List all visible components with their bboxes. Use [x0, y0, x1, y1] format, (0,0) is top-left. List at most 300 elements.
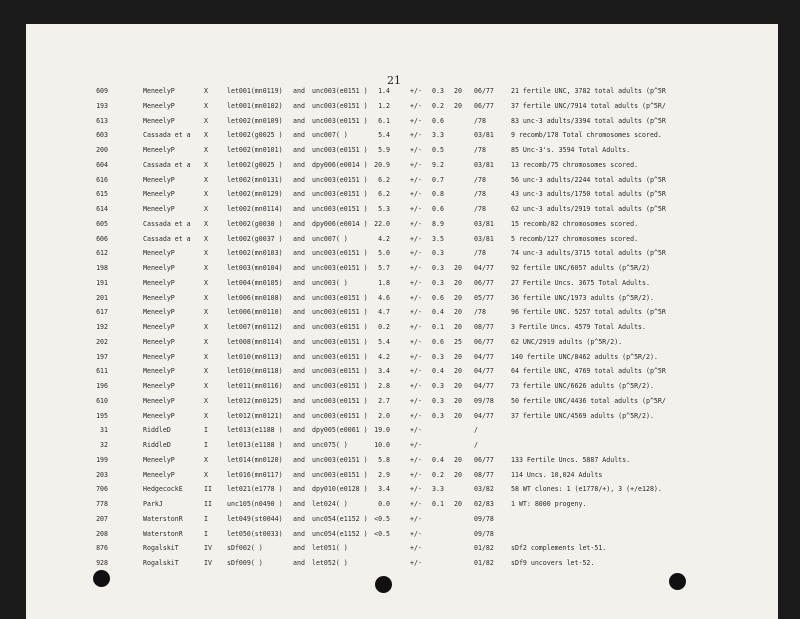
cell-author: RiddleD: [143, 441, 171, 449]
cell-author: MeneelyP: [143, 175, 175, 184]
cell-author: MeneelyP: [143, 190, 175, 199]
cell-dist: <0.5: [374, 529, 390, 538]
cell-allele1: let003(mn0104): [227, 264, 283, 272]
cell-pm: +/-: [410, 308, 422, 317]
cell-err: 0.3: [432, 382, 444, 390]
cell-allele1: let006(mn0110): [227, 308, 283, 317]
cell-author: MeneelyP: [143, 470, 175, 479]
cell-dist: 5.4: [378, 337, 390, 346]
cell-chrom: X: [204, 131, 208, 140]
cell-err: 0.8: [432, 190, 444, 199]
cell-dist: 4.7: [378, 308, 390, 317]
cell-date: 04/77: [474, 367, 494, 376]
cell-author: MeneelyP: [143, 352, 175, 361]
cell-note: sDf2 complements let-51.: [511, 544, 607, 553]
cell-pm: +/-: [410, 160, 422, 169]
cell-date: /78: [474, 308, 486, 317]
cell-allele2: unc003(e0151 ): [312, 205, 368, 213]
cell-chrom: X: [204, 455, 208, 464]
cell-allele1: let010(mn0118): [227, 367, 283, 376]
cell-author: MeneelyP: [143, 382, 175, 390]
cell-date: /78: [474, 205, 486, 213]
cell-note: 15 recomb/82 chromosomes scored.: [511, 219, 639, 228]
cell-err: 0.6: [432, 205, 444, 213]
cell-chrom: II: [204, 485, 212, 494]
cell-note: 3 Fertile Uncs. 4579 Total Adults.: [511, 323, 646, 331]
cell-id: 197: [96, 352, 108, 361]
cell-allele2: unc003(e0151 ): [312, 455, 368, 464]
cell-pm: +/-: [410, 131, 422, 140]
cell-note: 36 fertile UNC/1973 adults (p^5R/2).: [511, 293, 654, 302]
cell-allele2: unc003(e0151 ): [312, 396, 368, 405]
cell-allele1: let004(mn0105): [227, 278, 283, 287]
cell-conj: and: [293, 441, 305, 449]
cell-note: 140 fertile UNC/8462 adults (p^5R/2).: [511, 352, 658, 361]
cell-date: 06/77: [474, 278, 494, 287]
cell-note: 1 WT: 8000 progeny.: [511, 500, 587, 508]
cell-pm: +/-: [410, 293, 422, 302]
cell-allele2: unc003(e0151 ): [312, 470, 368, 479]
cell-date: 03/81: [474, 131, 494, 140]
cell-chrom: X: [204, 278, 208, 287]
cell-conj: and: [293, 87, 305, 95]
cell-allele1: let013(e1188 ): [227, 426, 283, 435]
cell-pm: +/-: [410, 411, 422, 420]
cell-author: MeneelyP: [143, 323, 175, 331]
cell-dist: 4.6: [378, 293, 390, 302]
cell-note: 43 unc-3 adults/1750 total adults (p^5R: [511, 190, 666, 199]
cell-author: MeneelyP: [143, 87, 175, 95]
cell-allele2: unc007( ): [312, 234, 348, 243]
cell-dist: 6.2: [378, 175, 390, 184]
cell-conj: and: [293, 485, 305, 494]
cell-allele1: let012(mn0125): [227, 396, 283, 405]
cell-dist: 20.9: [374, 160, 390, 169]
cell-dist: 5.4: [378, 131, 390, 140]
cell-chrom: X: [204, 160, 208, 169]
cell-conj: and: [293, 470, 305, 479]
cell-conj: and: [293, 367, 305, 376]
cell-allele2: unc003(e0151 ): [312, 337, 368, 346]
cell-err: 9.2: [432, 160, 444, 169]
cell-allele1: sDf009( ): [227, 559, 263, 567]
cell-chrom: X: [204, 308, 208, 317]
cell-date: 09/78: [474, 514, 494, 523]
cell-date: /78: [474, 146, 486, 154]
cell-conj: and: [293, 116, 305, 125]
cell-id: 706: [96, 485, 108, 494]
cell-allele2: unc003(e0151 ): [312, 190, 368, 199]
cell-conj: and: [293, 382, 305, 390]
cell-dist: 1.2: [378, 101, 390, 110]
cell-conj: and: [293, 264, 305, 272]
cell-date: 03/81: [474, 234, 494, 243]
cell-note: 64 fertile UNC, 4769 total adults (p^5R: [511, 367, 666, 376]
cell-id: 610: [96, 396, 108, 405]
cell-id: 615: [96, 190, 108, 199]
cell-author: Cassada et a: [143, 131, 191, 140]
cell-err: 0.3: [432, 87, 444, 95]
cell-id: 603: [96, 131, 108, 140]
cell-err: 3.3: [432, 485, 444, 494]
cell-author: MeneelyP: [143, 455, 175, 464]
cell-conj: and: [293, 131, 305, 140]
cell-author: MeneelyP: [143, 205, 175, 213]
cell-allele2: dpy005(e0061 ): [312, 426, 368, 435]
cell-note: 83 unc-3 adults/3394 total adults (p^5R: [511, 116, 666, 125]
cell-id: 876: [96, 544, 108, 553]
cell-dist: 22.0: [374, 219, 390, 228]
binder-hole-middle: [375, 576, 392, 593]
cell-n: 20: [454, 367, 462, 376]
cell-allele1: let010(mn0113): [227, 352, 283, 361]
cell-note: 62 UNC/2919 adults (p^5R/2).: [511, 337, 623, 346]
cell-allele1: let008(mn0114): [227, 337, 283, 346]
cell-err: 0.4: [432, 308, 444, 317]
cell-date: 06/77: [474, 337, 494, 346]
cell-note: 133 Fertile Uncs. 5887 Adults.: [511, 455, 631, 464]
cell-conj: and: [293, 146, 305, 154]
cell-err: 0.3: [432, 352, 444, 361]
cell-conj: and: [293, 559, 305, 567]
cell-author: RogalskiT: [143, 544, 179, 553]
cell-dist: 2.7: [378, 396, 390, 405]
cell-dist: 4.2: [378, 352, 390, 361]
cell-dist: 5.0: [378, 249, 390, 258]
cell-dist: <0.5: [374, 514, 390, 523]
cell-n: 20: [454, 411, 462, 420]
cell-pm: +/-: [410, 559, 422, 567]
cell-n: 20: [454, 101, 462, 110]
cell-dist: 4.2: [378, 234, 390, 243]
cell-chrom: X: [204, 249, 208, 258]
cell-date: /78: [474, 190, 486, 199]
cell-pm: +/-: [410, 485, 422, 494]
cell-dist: 2.0: [378, 411, 390, 420]
cell-n: 20: [454, 308, 462, 317]
cell-id: 605: [96, 219, 108, 228]
cell-id: 611: [96, 367, 108, 376]
cell-pm: +/-: [410, 382, 422, 390]
binder-hole-right: [669, 573, 686, 590]
cell-allele2: let052( ): [312, 559, 348, 567]
cell-note: 92 fertile UNC/6057 adults (p^5R/2): [511, 264, 650, 272]
cell-pm: +/-: [410, 264, 422, 272]
cell-allele2: dpy010(e0128 ): [312, 485, 368, 494]
cell-err: 0.3: [432, 411, 444, 420]
cell-author: Cassada et a: [143, 160, 191, 169]
cell-id: 196: [96, 382, 108, 390]
cell-author: MeneelyP: [143, 264, 175, 272]
cell-allele2: unc075( ): [312, 441, 348, 449]
cell-n: 20: [454, 455, 462, 464]
cell-id: 208: [96, 529, 108, 538]
document-page: [26, 24, 778, 619]
cell-chrom: X: [204, 205, 208, 213]
cell-id: 616: [96, 175, 108, 184]
cell-allele1: let002(mn0109): [227, 116, 283, 125]
cell-date: 03/82: [474, 485, 494, 494]
cell-author: MeneelyP: [143, 396, 175, 405]
cell-chrom: I: [204, 426, 208, 435]
cell-id: 32: [100, 441, 108, 449]
cell-allele1: let050(st0033): [227, 529, 283, 538]
cell-pm: +/-: [410, 441, 422, 449]
cell-pm: +/-: [410, 219, 422, 228]
cell-date: /: [474, 426, 478, 435]
cell-chrom: IV: [204, 559, 212, 567]
cell-note: sDf9 uncovers let-52.: [511, 559, 595, 567]
cell-allele2: dpy006(e0014 ): [312, 219, 368, 228]
cell-id: 612: [96, 249, 108, 258]
cell-allele2: let024( ): [312, 500, 348, 508]
cell-conj: and: [293, 190, 305, 199]
cell-conj: and: [293, 514, 305, 523]
cell-chrom: X: [204, 396, 208, 405]
cell-author: ParkJ: [143, 500, 163, 508]
cell-chrom: X: [204, 293, 208, 302]
cell-allele2: unc003(e0151 ): [312, 249, 368, 258]
cell-err: 0.5: [432, 146, 444, 154]
cell-err: 0.3: [432, 278, 444, 287]
cell-pm: +/-: [410, 544, 422, 553]
cell-allele1: let021(e1778 ): [227, 485, 283, 494]
cell-n: 20: [454, 396, 462, 405]
cell-chrom: X: [204, 234, 208, 243]
cell-id: 928: [96, 559, 108, 567]
cell-note: 50 fertile UNC/4436 total adults (p^5R/: [511, 396, 666, 405]
cell-allele2: unc003(e0151 ): [312, 323, 368, 331]
cell-n: 20: [454, 278, 462, 287]
cell-id: 191: [96, 278, 108, 287]
cell-err: 0.6: [432, 293, 444, 302]
cell-allele1: let006(mn0108): [227, 293, 283, 302]
cell-chrom: X: [204, 87, 208, 95]
cell-n: 20: [454, 470, 462, 479]
cell-conj: and: [293, 234, 305, 243]
cell-err: 0.1: [432, 323, 444, 331]
cell-pm: +/-: [410, 514, 422, 523]
cell-pm: +/-: [410, 529, 422, 538]
cell-allele2: unc003(e0151 ): [312, 146, 368, 154]
cell-note: 9 recomb/178 Total chromosomes scored.: [511, 131, 662, 140]
cell-conj: and: [293, 396, 305, 405]
cell-dist: 5.3: [378, 205, 390, 213]
cell-dist: 3.4: [378, 367, 390, 376]
cell-pm: +/-: [410, 175, 422, 184]
cell-date: 06/77: [474, 87, 494, 95]
cell-conj: and: [293, 411, 305, 420]
cell-allele1: let002(mn0129): [227, 190, 283, 199]
cell-allele2: unc054(e1152 ): [312, 529, 368, 538]
cell-author: MeneelyP: [143, 249, 175, 258]
cell-pm: +/-: [410, 323, 422, 331]
cell-note: 37 fertile UNC/7914 total adults (p^5R/: [511, 101, 666, 110]
cell-note: 37 fertile UNC/4569 adults (p^5R/2).: [511, 411, 654, 420]
cell-id: 203: [96, 470, 108, 479]
cell-id: 195: [96, 411, 108, 420]
cell-allele2: unc003(e0151 ): [312, 367, 368, 376]
cell-author: Cassada et a: [143, 234, 191, 243]
cell-allele2: unc003(e0151 ): [312, 101, 368, 110]
cell-allele1: let011(mn0116): [227, 382, 283, 390]
cell-allele2: unc003(e0151 ): [312, 411, 368, 420]
cell-date: /78: [474, 116, 486, 125]
cell-conj: and: [293, 308, 305, 317]
cell-dist: 0.0: [378, 500, 390, 508]
cell-pm: +/-: [410, 367, 422, 376]
cell-dist: 1.8: [378, 278, 390, 287]
cell-pm: +/-: [410, 337, 422, 346]
cell-author: WaterstonR: [143, 529, 183, 538]
cell-note: 21 fertile UNC, 3782 total adults (p^5R: [511, 87, 666, 95]
cell-pm: +/-: [410, 278, 422, 287]
cell-allele2: unc003(e0151 ): [312, 264, 368, 272]
cell-id: 609: [96, 87, 108, 95]
cell-err: 3.3: [432, 131, 444, 140]
cell-author: MeneelyP: [143, 101, 175, 110]
cell-author: Cassada et a: [143, 219, 191, 228]
cell-id: 198: [96, 264, 108, 272]
cell-date: /: [474, 441, 478, 449]
cell-conj: and: [293, 352, 305, 361]
cell-date: 09/78: [474, 529, 494, 538]
cell-conj: and: [293, 500, 305, 508]
cell-note: 58 WT clones: 1 (e1778/+), 3 (+/e128).: [511, 485, 662, 494]
cell-err: 0.6: [432, 116, 444, 125]
cell-allele1: let001(mn0119): [227, 87, 283, 95]
cell-chrom: X: [204, 382, 208, 390]
cell-pm: +/-: [410, 426, 422, 435]
cell-dist: 6.1: [378, 116, 390, 125]
cell-pm: +/-: [410, 470, 422, 479]
cell-id: 606: [96, 234, 108, 243]
cell-id: 778: [96, 500, 108, 508]
cell-dist: 2.8: [378, 382, 390, 390]
cell-n: 20: [454, 293, 462, 302]
cell-allele2: unc003(e0151 ): [312, 293, 368, 302]
page-number: 21: [387, 74, 401, 87]
cell-date: 03/81: [474, 160, 494, 169]
cell-err: 0.3: [432, 264, 444, 272]
cell-author: RiddleD: [143, 426, 171, 435]
cell-n: 25: [454, 337, 462, 346]
cell-pm: +/-: [410, 205, 422, 213]
cell-conj: and: [293, 323, 305, 331]
cell-n: 20: [454, 323, 462, 331]
cell-dist: 19.0: [374, 426, 390, 435]
cell-date: 06/77: [474, 101, 494, 110]
cell-note: 96 fertile UNC. 5257 total adults (p^5R: [511, 308, 666, 317]
cell-allele1: let002(mn0101): [227, 146, 283, 154]
cell-allele2: unc003(e0151 ): [312, 116, 368, 125]
cell-author: MeneelyP: [143, 337, 175, 346]
cell-allele1: let002(g0025 ): [227, 131, 283, 140]
cell-id: 31: [100, 426, 108, 435]
cell-date: 05/77: [474, 293, 494, 302]
cell-allele2: unc003(e0151 ): [312, 352, 368, 361]
cell-allele2: unc003(e0151 ): [312, 87, 368, 95]
cell-conj: and: [293, 205, 305, 213]
cell-dist: 6.2: [378, 190, 390, 199]
cell-conj: and: [293, 529, 305, 538]
cell-allele1: sDf002( ): [227, 544, 263, 553]
cell-chrom: X: [204, 411, 208, 420]
cell-dist: 5.9: [378, 146, 390, 154]
cell-allele1: let013(e1188 ): [227, 441, 283, 449]
cell-n: 20: [454, 352, 462, 361]
cell-note: 74 unc-3 adults/3715 total adults (p^5R: [511, 249, 666, 258]
cell-author: MeneelyP: [143, 411, 175, 420]
cell-date: 01/82: [474, 559, 494, 567]
cell-id: 202: [96, 337, 108, 346]
cell-allele1: let002(mn0131): [227, 175, 283, 184]
cell-chrom: X: [204, 352, 208, 361]
cell-pm: +/-: [410, 396, 422, 405]
cell-date: 04/77: [474, 382, 494, 390]
cell-conj: and: [293, 293, 305, 302]
cell-pm: +/-: [410, 455, 422, 464]
cell-date: 04/77: [474, 352, 494, 361]
cell-id: 200: [96, 146, 108, 154]
cell-allele2: unc003(e0151 ): [312, 382, 368, 390]
cell-pm: +/-: [410, 352, 422, 361]
cell-allele2: unc007( ): [312, 131, 348, 140]
cell-allele1: let002(g0037 ): [227, 234, 283, 243]
cell-allele1: let002(mn0103): [227, 249, 283, 258]
cell-date: /78: [474, 175, 486, 184]
cell-conj: and: [293, 544, 305, 553]
cell-id: 207: [96, 514, 108, 523]
cell-allele1: let001(mn0102): [227, 101, 283, 110]
cell-chrom: X: [204, 470, 208, 479]
cell-allele2: dpy006(e0014 ): [312, 160, 368, 169]
cell-date: 06/77: [474, 455, 494, 464]
cell-allele2: unc003(e0151 ): [312, 175, 368, 184]
cell-allele2: unc003(e0151 ): [312, 308, 368, 317]
cell-date: 01/82: [474, 544, 494, 553]
binder-hole-left: [93, 570, 110, 587]
cell-err: 0.2: [432, 470, 444, 479]
cell-author: WaterstonR: [143, 514, 183, 523]
cell-date: 02/83: [474, 500, 494, 508]
cell-dist: 10.0: [374, 441, 390, 449]
cell-id: 192: [96, 323, 108, 331]
cell-dist: 3.4: [378, 485, 390, 494]
cell-allele2: unc054(e1152 ): [312, 514, 368, 523]
cell-dist: 1.4: [378, 87, 390, 95]
cell-chrom: X: [204, 367, 208, 376]
cell-dist: 2.9: [378, 470, 390, 479]
cell-conj: and: [293, 337, 305, 346]
cell-author: MeneelyP: [143, 278, 175, 287]
cell-conj: and: [293, 175, 305, 184]
cell-chrom: X: [204, 146, 208, 154]
cell-allele1: let014(mn0120): [227, 455, 283, 464]
cell-id: 604: [96, 160, 108, 169]
cell-conj: and: [293, 219, 305, 228]
cell-allele1: let012(mn0121): [227, 411, 283, 420]
cell-id: 193: [96, 101, 108, 110]
cell-author: MeneelyP: [143, 308, 175, 317]
cell-note: 85 Unc-3's. 3594 Total Adults.: [511, 146, 631, 154]
cell-chrom: X: [204, 264, 208, 272]
cell-err: 0.2: [432, 101, 444, 110]
cell-allele2: unc003( ): [312, 278, 348, 287]
cell-n: 20: [454, 382, 462, 390]
cell-date: 04/77: [474, 411, 494, 420]
cell-author: MeneelyP: [143, 367, 175, 376]
